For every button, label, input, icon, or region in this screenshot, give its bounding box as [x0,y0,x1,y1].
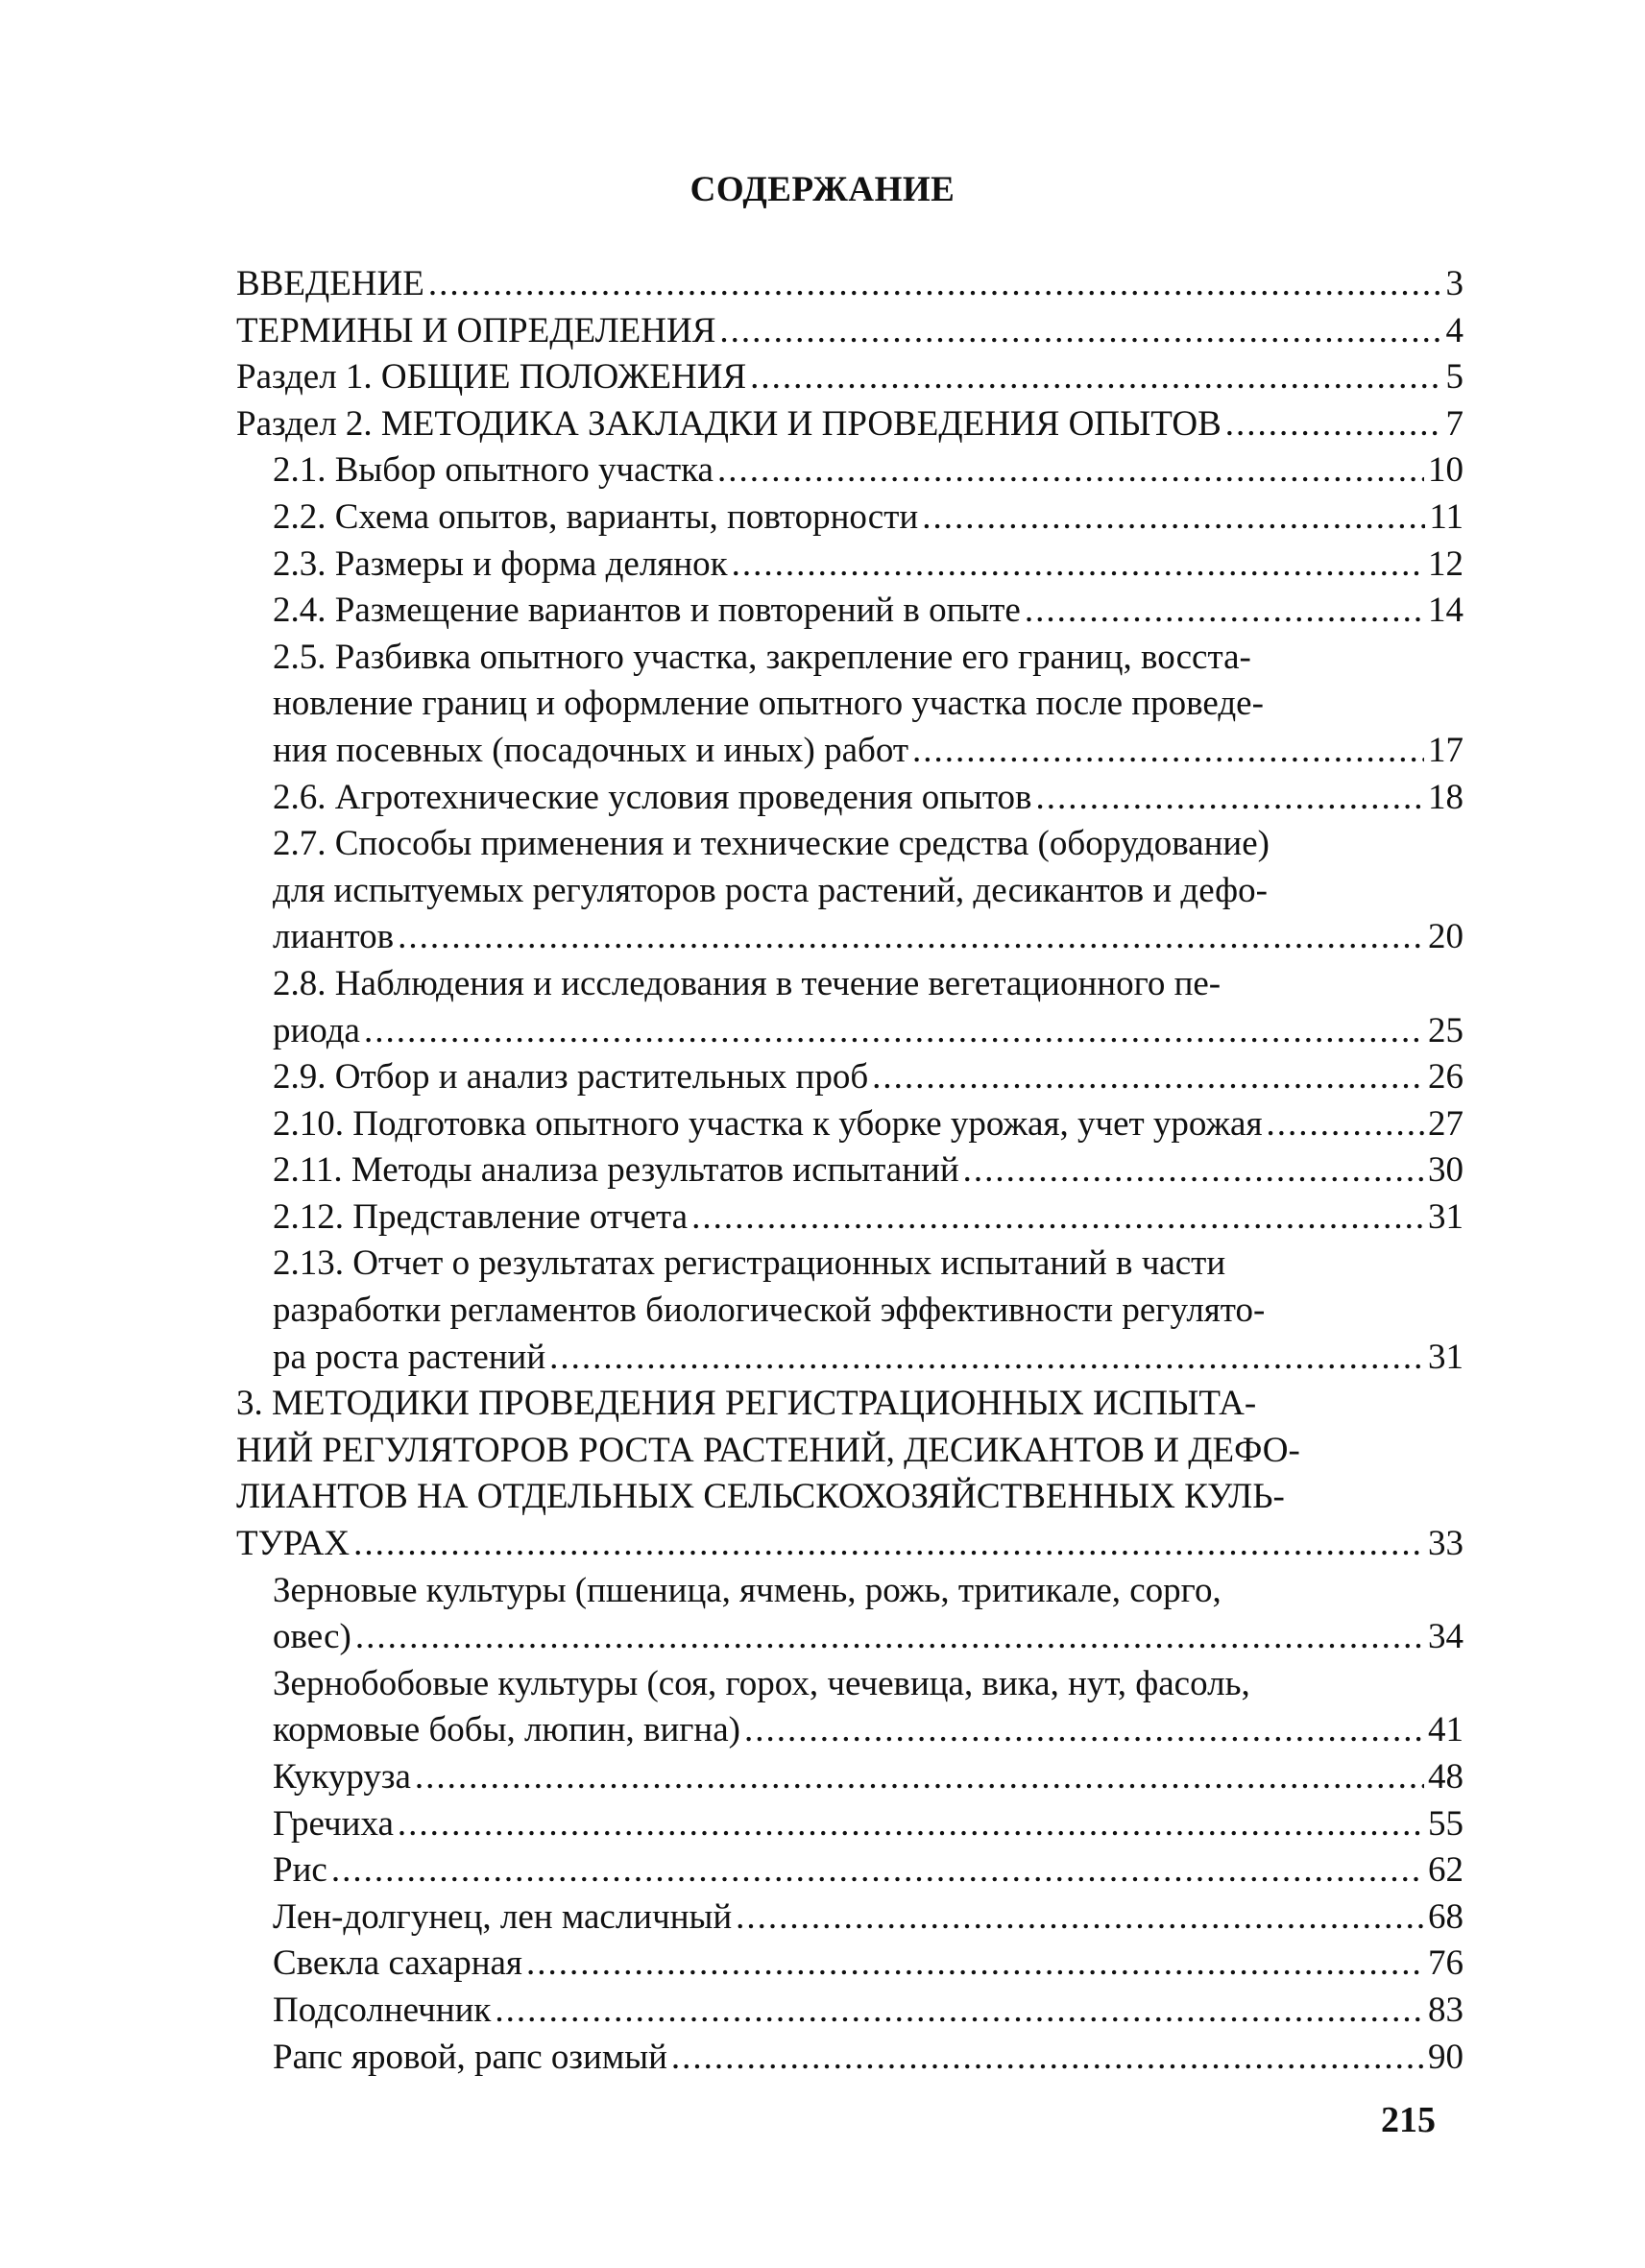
dot-leader [1036,775,1424,822]
toc-entry-line: Зерновые культуры (пшеница, ячмень, рожь, тритикале, сорго, [273,1570,1222,1610]
toc-entry-title: 2.1. Выбор опытного участка [273,450,714,491]
dot-leader [671,2035,1424,2082]
toc-page-number: 18 [1428,777,1464,817]
toc-page-number: 41 [1428,1710,1464,1750]
toc-entry-title: 2.12. Представление отчета [273,1196,689,1237]
toc-entry-line: новление границ и оформление опытного участка после проведе- [273,684,1264,724]
toc-entry[interactable] [236,1941,1464,1988]
toc-entry-title: ТУРАХ [236,1524,351,1564]
toc-entry-title: ния посевных (посадочных и иных) работ [273,730,909,770]
toc-entry[interactable] [236,447,1464,495]
toc-entry-line: ЛИАНТОВ НА ОТДЕЛЬНЫХ СЕЛЬСКОХОЗЯЙСТВЕННЫХ КУЛЬ- [236,1477,1285,1517]
toc-entry[interactable] [236,1661,1464,1754]
toc-entry-title: 2.3. Размеры и форма делянок [273,543,728,584]
dot-leader [719,308,1441,355]
toc-entry[interactable] [236,1101,1464,1148]
toc-entry-line: 2.5. Разбивка опытного участка, закрепление его границ, восста- [273,637,1251,677]
toc-entry-title: Гречиха [273,1803,394,1844]
dot-leader [1025,588,1424,635]
toc-page-number: 5 [1445,357,1464,398]
dot-leader [872,1054,1424,1101]
dot-leader [549,1335,1424,1382]
dot-leader [353,1521,1424,1568]
toc-entry-title: лиантов [273,917,395,957]
toc-entry[interactable] [236,1894,1464,1942]
toc-entry-title: ра роста растений [273,1337,546,1377]
toc-entry[interactable] [236,1847,1464,1894]
toc-entry-title: 2.11. Методы анализа результатов испытаний [273,1150,959,1191]
toc-entry-line: 2.8. Наблюдения и исследования в течение вегетационного пе- [273,963,1222,1003]
dot-leader [1225,401,1442,448]
toc-page-number: 26 [1428,1057,1464,1098]
dot-leader [428,261,1442,308]
toc-page-number: 83 [1428,1990,1464,2030]
toc-page-number: 31 [1428,1196,1464,1237]
toc-entry-title: Свекла сахарная [273,1943,522,1984]
toc-entry[interactable] [236,821,1464,961]
toc-page-number: 68 [1428,1896,1464,1937]
toc-entry[interactable] [236,308,1464,355]
toc-entry[interactable] [236,1801,1464,1848]
toc-entry[interactable] [236,1754,1464,1801]
toc-entry-line: Зернобобовые культуры (соя, горох, чечевица, вика, нут, фасоль, [273,1663,1250,1703]
dot-leader [717,447,1424,495]
toc-page-number: 33 [1428,1524,1464,1564]
toc-page-number: 48 [1428,1757,1464,1797]
table-of-contents [236,261,1464,2081]
toc-entry-title: 2.2. Схема опытов, варианты, повторности [273,496,919,537]
toc-entry-line: 2.13. Отчет о результатах регистрационных испытаний в части [273,1243,1226,1284]
dot-leader [398,1801,1424,1848]
toc-entry-title: 2.10. Подготовка опытного участка к уборке урожая, учет урожая [273,1103,1263,1144]
toc-entry[interactable] [236,1194,1464,1242]
dot-leader [1267,1101,1425,1148]
toc-entry-title: Лен-долгунец, лен масличный [273,1896,733,1937]
toc-page-number: 20 [1428,917,1464,957]
dot-leader [744,1707,1424,1754]
toc-entry[interactable] [236,588,1464,635]
toc-entry[interactable] [236,542,1464,589]
dot-leader [732,542,1424,589]
dot-leader [526,1941,1424,1988]
toc-entry-title: 2.4. Размещение вариантов и повторений в опыте [273,591,1021,631]
page-number: 215 [1381,2100,1436,2140]
toc-entry[interactable] [236,1147,1464,1194]
toc-entry-title: 2.9. Отбор и анализ растительных проб [273,1057,869,1098]
toc-page-number: 27 [1428,1103,1464,1144]
toc-entry[interactable] [236,2035,1464,2082]
toc-page-number: 90 [1428,2037,1464,2077]
toc-entry[interactable] [236,635,1464,775]
toc-entry-title: кормовые бобы, люпин, вигна) [273,1710,740,1750]
dot-leader [750,354,1441,401]
dot-leader [922,495,1425,542]
toc-page-number: 34 [1428,1617,1464,1657]
toc-entry[interactable] [236,354,1464,401]
toc-entry[interactable] [236,1381,1464,1567]
toc-entry[interactable] [236,261,1464,308]
dot-leader [415,1754,1424,1801]
toc-entry[interactable] [236,961,1464,1054]
toc-entry[interactable] [236,775,1464,822]
toc-entry-line: 3. МЕТОДИКИ ПРОВЕДЕНИЯ РЕГИСТРАЦИОННЫХ ИСПЫТА- [236,1384,1257,1424]
toc-entry-title: 2.6. Агротехнические условия проведения опытов [273,777,1032,817]
dot-leader [691,1194,1424,1242]
toc-page-number: 11 [1429,496,1464,537]
toc-entry-line: 2.7. Способы применения и технические средства (оборудование) [273,824,1270,864]
toc-entry-title: ВВЕДЕНИЕ [236,264,424,303]
toc-entry-title: риода [273,1010,360,1050]
dot-leader [963,1147,1424,1194]
toc-entry-title: Подсолнечник [273,1990,492,2030]
toc-page-number: 62 [1428,1850,1464,1891]
dot-leader [495,1988,1424,2035]
toc-entry[interactable] [236,495,1464,542]
toc-entry[interactable] [236,1241,1464,1381]
toc-entry-line: разработки регламентов биологической эффективности регулято- [273,1291,1266,1331]
toc-page-number: 31 [1428,1337,1464,1377]
toc-page-number: 7 [1445,403,1464,444]
toc-entry-title: ТЕРМИНЫ И ОПРЕДЕЛЕНИЯ [236,310,716,350]
toc-page-number: 17 [1428,730,1464,770]
toc-entry[interactable] [236,1568,1464,1661]
toc-page-number: 14 [1428,591,1464,631]
toc-entry-title: Рапс яровой, рапс озимый [273,2037,667,2077]
dot-leader [398,914,1424,961]
toc-page-number: 76 [1428,1943,1464,1984]
dot-leader [912,728,1424,775]
toc-entry[interactable] [236,1988,1464,2035]
toc-page-number: 55 [1428,1803,1464,1844]
toc-page-number: 30 [1428,1150,1464,1191]
toc-entry-title: Рис [273,1850,327,1891]
toc-page-number: 12 [1428,543,1464,584]
toc-entry-line: НИЙ РЕГУЛЯТОРОВ РОСТА РАСТЕНИЙ, ДЕСИКАНТОВ И ДЕФО- [236,1430,1300,1470]
dot-leader [364,1008,1424,1055]
toc-page-number: 3 [1445,264,1464,303]
toc-page-number: 10 [1428,450,1464,491]
dot-leader [736,1894,1424,1942]
toc-entry[interactable] [236,1054,1464,1101]
toc-entry-title: Кукуруза [273,1757,411,1797]
toc-entry-line: для испытуемых регуляторов роста растений, десикантов и дефо- [273,870,1268,910]
toc-entry[interactable] [236,401,1464,448]
toc-entry-title: овес) [273,1617,351,1657]
toc-entry-title: Раздел 2. МЕТОДИКА ЗАКЛАДКИ И ПРОВЕДЕНИЯ ОПЫТОВ [236,403,1222,444]
toc-page-number: 25 [1428,1010,1464,1050]
toc-page-number: 4 [1445,310,1464,350]
page-title: СОДЕРЖАНИЕ [689,170,956,209]
toc-entry-title: Раздел 1. ОБЩИЕ ПОЛОЖЕНИЯ [236,357,747,398]
dot-leader [331,1847,1424,1894]
dot-leader [355,1614,1424,1661]
